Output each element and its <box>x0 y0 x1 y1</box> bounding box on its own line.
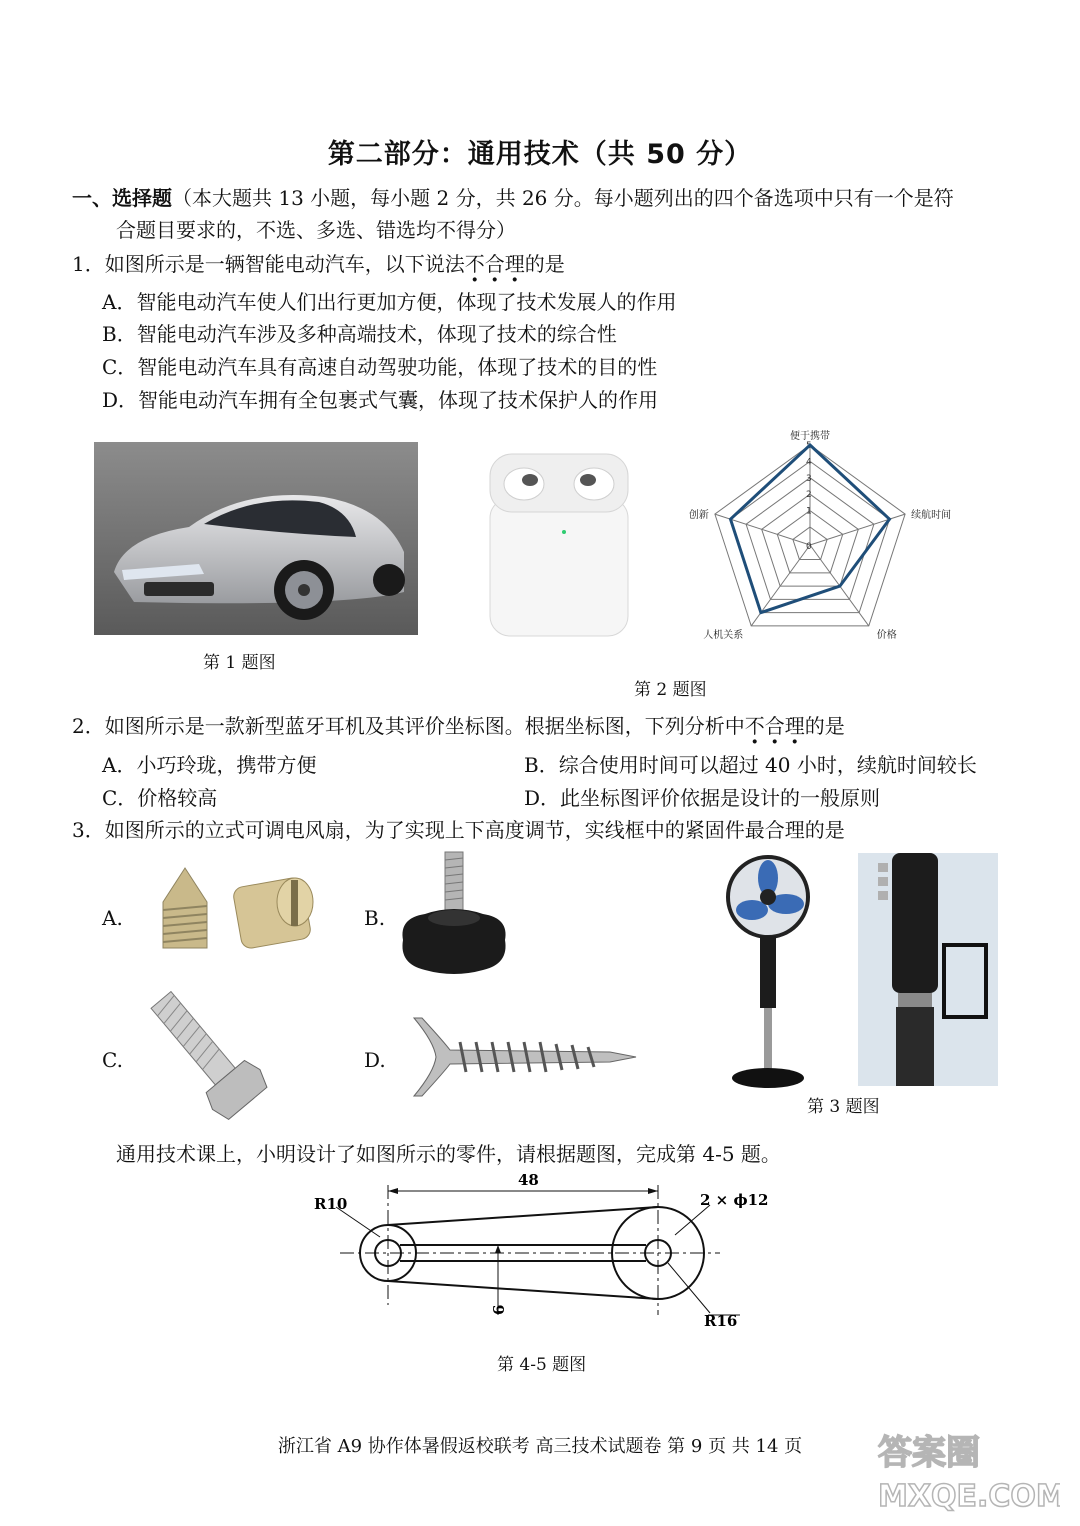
dim-r10: R10 <box>314 1195 348 1213</box>
radar-tick-label: 5 <box>806 441 812 451</box>
dim-holes: 2 × ϕ12 <box>700 1191 769 1209</box>
q3-stem: 3．如图所示的立式可调电风扇，为了实现上下高度调节，实线框中的紧固件最合理的是 <box>72 818 845 842</box>
page-title: 第二部分：通用技术（共 50 分） <box>327 139 753 170</box>
q2-emph-3: 理 <box>784 714 805 738</box>
q1-option-b: B．智能电动汽车涉及多种高端技术，体现了技术的综合性 <box>102 322 617 346</box>
radar-tick-label: 1 <box>806 506 812 517</box>
section-desc-1: （本大题共 13 小题，每小题 2 分，共 26 分。每小题列出的四个备选项中只有一个是符 <box>172 186 954 210</box>
fastener-highlight-box <box>944 945 986 1017</box>
radar-tick-label: 4 <box>806 457 812 468</box>
watermark-text-1: 答案圈 <box>878 1433 980 1473</box>
q3-caption: 第 3 题图 <box>807 1097 880 1117</box>
dim-6: 6 <box>490 1304 508 1315</box>
page-footer: 浙江省 A9 协作体暑假返校联考 高三技术试题卷 第 9 页 共 14 页 <box>277 1436 803 1457</box>
section-label: 一、选择题 <box>72 186 172 210</box>
q2-option-b: B．综合使用时间可以超过 40 小时，续航时间较长 <box>524 753 977 777</box>
dim-r16: R16 <box>704 1312 738 1330</box>
q1-emph-1: 不 <box>464 252 485 276</box>
radar-tick-label: 0 <box>806 542 812 552</box>
radar-axis-label: 创新 <box>688 510 709 522</box>
radar-axis-label: 续航时间 <box>911 510 952 522</box>
watermark-logo <box>870 1424 1060 1518</box>
q3-label-c: C. <box>102 1048 123 1072</box>
q1-stem-pre: 1．如图所示是一辆智能电动汽车，以下说法 <box>72 252 465 276</box>
wood-screw-image <box>400 1012 640 1102</box>
q2-emph-1: 不 <box>744 714 765 738</box>
q1-option-c: C．智能电动汽车具有高速自动驾驶功能，体现了技术的目的性 <box>102 355 658 379</box>
q1-emph-3: 理 <box>504 252 525 276</box>
q2-stem <box>72 712 845 740</box>
q2-option-c: C．价格较高 <box>102 786 218 810</box>
q1-emph-2: 合 <box>484 252 505 276</box>
q1-caption: 第 1 题图 <box>203 653 276 673</box>
q2-emph-2: 合 <box>764 714 785 738</box>
q2-caption: 第 2 题图 <box>634 680 707 700</box>
radar-axis-label: 价格 <box>876 629 897 641</box>
radar-tick-label: 3 <box>806 473 812 484</box>
section-header <box>72 184 954 212</box>
hex-bolt-image <box>135 990 275 1125</box>
set-screws-image <box>155 862 320 952</box>
q3-label-b: B. <box>364 906 386 930</box>
q1-option-d: D．智能电动汽车拥有全包裹式气囊，体现了技术保护人的作用 <box>102 388 659 412</box>
radar-tick-label: 2 <box>806 490 812 501</box>
q1-option-a: A．智能电动汽车使人们出行更加方便，体现了技术发展人的作用 <box>102 290 677 314</box>
earbuds-image <box>486 450 632 638</box>
q3-label-d: D. <box>364 1048 386 1072</box>
q2-option-d: D．此坐标图评价依据是设计的一般原则 <box>524 786 881 810</box>
watermark-text-2: MXQE.COM <box>878 1479 1060 1514</box>
part-drawing <box>300 1165 780 1345</box>
radar-axis-label: 人机关系 <box>703 629 744 641</box>
fan-pole-closeup-image <box>858 853 998 1086</box>
radar-chart <box>660 415 980 665</box>
radar-axis-label: 便于携带 <box>790 431 830 442</box>
section-desc-2: 合题目要求的，不选、多选、错选均不得分） <box>116 218 516 242</box>
q2-stem-pre: 2．如图所示是一款新型蓝牙耳机及其评价坐标图。根据坐标图，下列分析中 <box>72 714 745 738</box>
q1-stem <box>72 250 565 278</box>
standing-fan-image <box>718 852 818 1092</box>
q2-stem-post: 的是 <box>804 714 845 738</box>
q2-option-a: A．小巧玲珑，携带方便 <box>102 753 317 777</box>
q45-intro: 通用技术课上，小明设计了如图所示的零件，请根据题图，完成第 4-5 题。 <box>116 1142 781 1166</box>
q45-caption: 第 4-5 题图 <box>497 1355 587 1375</box>
dim-48: 48 <box>518 1171 539 1189</box>
knob-screw-image <box>395 848 513 978</box>
q1-stem-post: 的是 <box>524 252 565 276</box>
car-image <box>94 442 418 635</box>
q3-label-a: A. <box>102 906 123 930</box>
